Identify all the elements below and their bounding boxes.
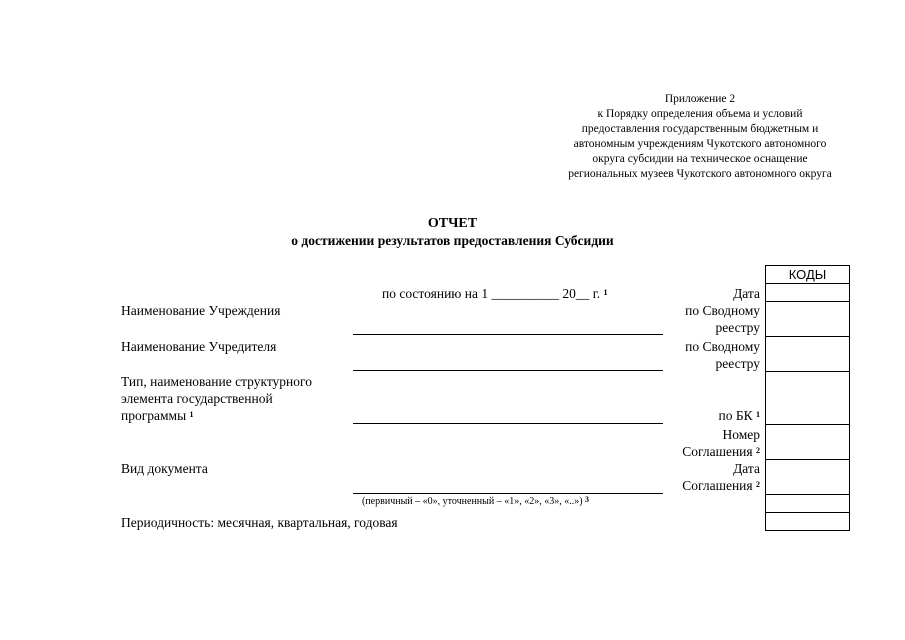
appendix-line: предоставления государственным бюджетным и — [581, 123, 819, 135]
bk-label-text: по БК — [718, 408, 753, 423]
doc-type-note — [362, 496, 589, 507]
founder-label: Наименование Учредителя — [121, 339, 277, 354]
as-of-footnote: 1 — [603, 288, 608, 297]
code-cell-periodicity[interactable] — [765, 513, 850, 531]
report-subtitle: о достижении результатов предоставления Субсидии — [291, 233, 614, 248]
periodicity-label: Периодичность: месячная, квартальная, годовая — [121, 515, 398, 530]
agreement-date-label-line2 — [580, 477, 760, 494]
appendix-line: Приложение 2 — [664, 93, 736, 105]
appendix-line: округа субсидии на техническое оснащение — [592, 153, 808, 165]
code-cell-agreement-date[interactable] — [765, 460, 850, 495]
bk-footnote: 1 — [756, 410, 760, 419]
agreement-no-label-line2 — [580, 443, 760, 460]
appendix-line: региональных музеев Чукотского автономного округа — [568, 168, 832, 180]
code-cell-bk[interactable] — [765, 372, 850, 425]
program-label-line2: элемента государственной — [121, 391, 273, 406]
code-cell-registry2[interactable] — [765, 337, 850, 372]
codes-header: КОДЫ — [765, 265, 850, 284]
agreement-date-label-line1: Дата — [733, 461, 760, 476]
code-cell-registry1[interactable] — [765, 302, 850, 337]
appendix-block — [540, 92, 860, 182]
agreement-date-footnote: 2 — [756, 480, 760, 489]
code-cell-agreement-no[interactable] — [765, 425, 850, 460]
doc-type-note-text: (первичный – «0», уточненный – «1», «2», «3», «..») — [362, 496, 583, 507]
doc-type-note-footnote: 3 — [585, 495, 590, 504]
as-of-date — [382, 285, 607, 302]
appendix-line: автономным учреждениям Чукотского автономного — [573, 138, 827, 150]
date-label: Дата — [733, 286, 760, 301]
agreement-date-text: Соглашения — [682, 478, 753, 493]
agreement-no-text: Соглашения — [682, 444, 753, 459]
institution-label: Наименование Учреждения — [121, 303, 281, 318]
bk-label — [580, 407, 760, 424]
code-cell-date[interactable] — [765, 284, 850, 302]
registry2-label-line2: реестру — [715, 356, 760, 371]
codes-table — [765, 265, 849, 531]
program-label-line1: Тип, наименование структурного — [121, 374, 312, 389]
registry1-label-line1: по Сводному — [685, 303, 760, 318]
agreement-no-label-line1: Номер — [722, 427, 760, 442]
registry1-label-line2: реестру — [715, 320, 760, 335]
agreement-no-footnote: 2 — [756, 446, 760, 455]
registry2-label-line1: по Сводному — [685, 339, 760, 354]
doc-type-label: Вид документа — [121, 461, 208, 476]
program-footnote: 1 — [189, 410, 194, 419]
appendix-line: к Порядку определения объема и условий — [597, 108, 803, 120]
report-title: ОТЧЕТ — [427, 216, 478, 231]
program-label-text: программы — [121, 408, 187, 423]
as-of-text: по состоянию на 1 __________ 20__ г. — [382, 286, 601, 301]
program-label-line3 — [121, 407, 194, 424]
code-cell-doc-type[interactable] — [765, 495, 850, 513]
